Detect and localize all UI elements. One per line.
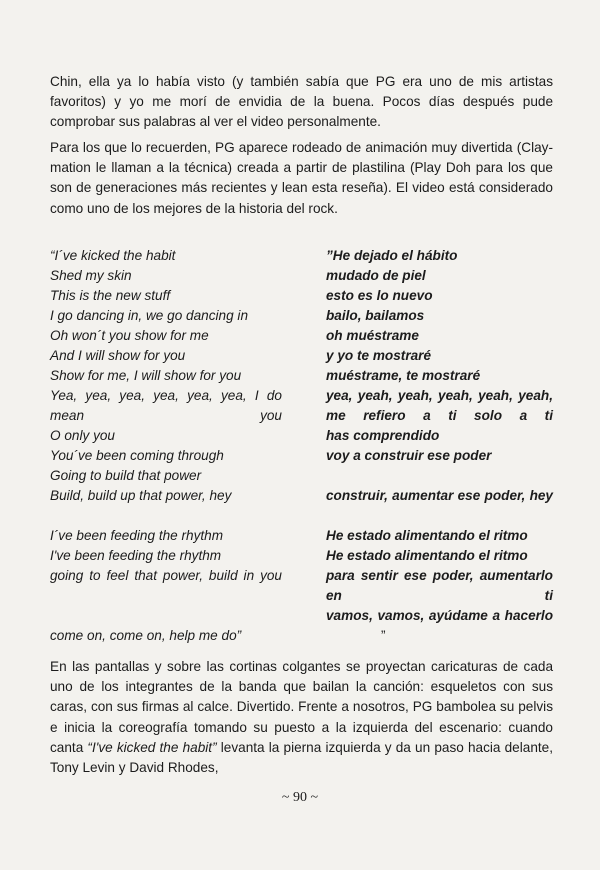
lyric-es-line: oh muéstrame [326,328,419,343]
paragraph-concert-part-a: En las pantallas y sobre las cortinas colgantes se proyectan caricaturas de cada uno de los integrantes de la banda que bailan la canción: esqueletos con sus caras, con sus firmas al calce. Divertido. Frente a nosotros, PG bambolea su pelvis e inicia la coreografía tomando su puesto a la izquierda del escenario: cuando canta [50,659,553,755]
lyric-en-line: And I will show for you [50,348,186,363]
lyric-es-line: He estado alimentando el ritmo [326,528,528,543]
lyric-es-line: voy a construir ese poder [326,448,492,463]
lyric-en-line: come on, come on, help me do” [50,628,242,643]
lyric-closing-quote: ” [381,628,386,643]
paragraph-concert-part-b: levanta la pierna izquierda y da un paso hacia delante, Tony Levin y David Rhodes, [50,739,553,776]
lyric-en-line: going to feel that power, build in you [50,568,282,583]
paragraph-intro: Chin, ella ya lo había visto (y también sabía que PG era uno de mis artistas favoritos) y yo me morí de envidia de la buena. Pocos días después pude comprobar sus palabras al ver el video personalmente. [50,74,553,130]
lyric-en-line: Going to build that power [50,468,202,483]
lyric-es-line: y yo te mostraré [326,348,432,363]
lyric-en-line: Shed my skin [50,268,132,283]
lyric-en-line: Build, build up that power, hey [50,488,232,503]
lyric-es-line: muéstrame, te mostraré [326,368,481,383]
lyric-es-line: yea, yeah, yeah, yeah, yeah, yeah, me refiero a ti solo a ti [326,388,553,423]
lyric-en-line: Show for me, I will show for you [50,368,242,383]
lyric-es-line: has comprendido [326,428,440,443]
paragraph-concert [50,657,553,778]
page-number: ~ 90 ~ [281,790,319,805]
lyric-en-line: You´ve been coming through [50,448,224,463]
quote-kicked-habit: “I've kicked the habit” [87,739,217,755]
lyric-es-line: esto es lo nuevo [326,288,433,303]
lyric-es-line: bailo, bailamos [326,308,425,323]
lyric-en-line: This is the new stuff [50,288,171,303]
lyric-es-line: vamos, vamos, ayúdame a hacerlo [326,608,553,623]
lyric-en-line: Oh won´t you show for me [50,328,209,343]
lyric-es-line: mudado de piel [326,268,426,283]
lyric-en-line: I´ve been feeding the rhythm [50,528,224,543]
paragraph-video: Para los que lo recuerden, PG aparece rodeado de animación muy divertida (Clay-mation le llaman a la técnica) creada a partir de plastilina (Play Doh para los que son de generaciones más recientes y lean esta reseña). El video está considerado como uno de los mejores de la historia del rock. [50,140,553,216]
lyric-en-line: O only you [50,428,115,443]
lyric-es-line: para sentir ese poder, aumentarlo en ti [326,568,553,603]
lyric-es-line: ”He dejado el hábito [326,248,458,263]
lyric-es-line: He estado alimentando el ritmo [326,548,528,563]
lyric-en-line: I go dancing in, we go dancing in [50,308,249,323]
lyric-en-line: “I´ve kicked the habit [50,248,176,263]
lyric-es-line: construir, aumentar ese poder, hey [326,488,553,503]
lyric-en-line: I've been feeding the rhythm [50,548,222,563]
lyric-en-line: Yea, yea, yea, yea, yea, yea, I do mean you [50,388,282,423]
